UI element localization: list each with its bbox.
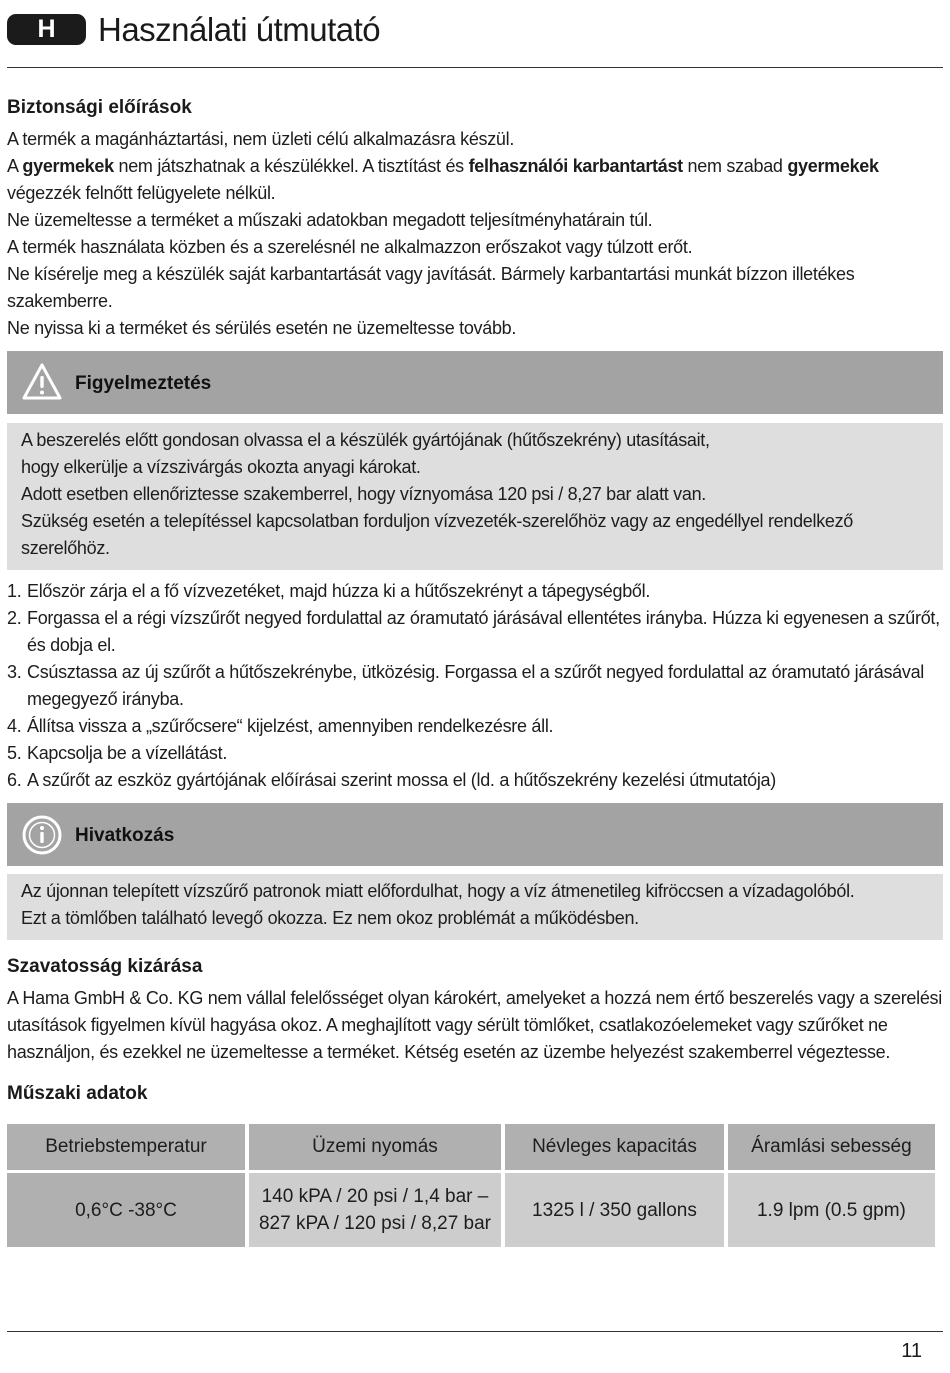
note-line-1: Az újonnan telepített vízszűrő patronok miatt előfordulhat, hogy a víz átmenetileg kifröccsen a vízadagolóból. [21,881,855,901]
step-number: 4. [7,716,22,736]
specs-table [3,1121,939,1250]
safety-line-4: A termék használata közben és a szerelésnél ne alkalmazzon erőszakot vagy túlzott erőt. [7,237,693,257]
page-number: 11 [901,1340,922,1362]
list-item [7,659,943,713]
value-rated-capacity: 1325 l / 350 gallons [505,1173,724,1247]
pressure-line-1: 140 kPA / 20 psi / 1,4 bar – [261,1186,489,1207]
value-operating-temperature: 0,6°C -38°C [7,1173,245,1247]
warning-label: Figyelmeztetés [75,373,212,394]
step-text: Forgassa el a régi vízszűrőt negyed fordulattal az óramutató járásával ellentétes irányba. Húzza ki egyenesen a szűrőt, és dobja el. [27,608,940,655]
list-item [7,767,943,794]
step-text: Állítsa vissza a „szűrőcsere“ kijelzést, amennyiben rendelkezésre áll. [27,716,554,736]
note-box-header [7,803,943,866]
warning-box-header [7,351,943,414]
warning-line-1: A beszerelés előtt gondosan olvassa el a készülék gyártójának (hűtőszekrény) utasításait, [21,430,710,450]
page-header [7,8,943,68]
text-span: végezzék felnőtt felügyelete nélkül. [7,183,276,203]
table-row [7,1173,935,1247]
safety-line-1: A termék a magánháztartási, nem üzleti célú alkalmazásra készül. [7,129,515,149]
page-title: Használati útmutató [98,11,381,48]
pressure-line-2: 827 kPA / 120 psi / 8,27 bar [258,1213,491,1234]
header-flow-rate: Áramlási sebesség [728,1124,935,1170]
step-number: 3. [7,662,22,682]
warning-line-4: Szükség esetén a telepítéssel kapcsolatban forduljon vízvezeték-szerelőhöz vagy az engedéllyel rendelkező szerelőhöz. [21,511,854,558]
warranty-paragraph: A Hama GmbH & Co. KG nem vállal felelősséget olyan károkért, amelyeket a hozzá nem értő beszerelés vagy a szerelési utasítások figyelmen kívül hagyása okoz. A meghajlított vagy sérült tömlőket, csatlakozóelemeket vagy szűrőket ne használjon, és ezekkel ne üzemeltesse a terméket. Kétség esetén az üzembe helyezést szakemberrel végeztesse. [7,988,942,1062]
list-item [7,578,943,605]
step-text: A szűrőt az eszköz gyártójának előírásai szerint mossa el (ld. a hűtőszekrény kezelési útmutatója) [27,770,776,790]
step-text: Kapcsolja be a vízellátást. [27,743,228,763]
step-number: 6. [7,770,22,790]
value-flow-rate: 1.9 lpm (0.5 gpm) [728,1173,935,1247]
table-header-row [7,1124,935,1170]
note-label: Hivatkozás [75,825,175,846]
list-item [7,713,943,740]
safety-line-2 [7,153,943,207]
header-operating-temperature: Betriebstemperatur [7,1124,245,1170]
warranty-section-title: Szavatosság kizárása [7,956,203,977]
warning-triangle-icon [21,362,63,407]
header-divider [7,67,943,68]
safety-text [7,126,943,342]
installation-steps [7,578,943,794]
safety-section-title: Biztonsági előírások [7,97,192,118]
list-item [7,605,943,659]
text-span: nem játszhatnak a készülékkel. A tisztítást és [113,156,469,176]
language-badge: H [7,14,86,45]
text-span: A [7,156,23,176]
note-line-2: Ezt a tömlőben található levegő okozza. Ez nem okoz problémát a működésben. [21,908,639,928]
step-text: Először zárja el a fő vízvezetéket, majd húzza ki a hűtőszekrényt a tápegységből. [27,581,651,601]
safety-line-5: Ne kísérelje meg a készülék saját karbantartását vagy javítását. Bármely karbantartási munkát bízzon illetékes szakemberre. [7,264,855,311]
warning-box-body [7,423,943,570]
specs-section-title: Műszaki adatok [7,1083,148,1104]
text-span: nem szabad [682,156,788,176]
header-rated-capacity: Névleges kapacitás [505,1124,724,1170]
warranty-text [7,985,943,1066]
bold-span: gyermekek [787,156,879,176]
warning-line-3: Adott esetben ellenőriztesse szakemberrel, hogy víznyomása 120 psi / 8,27 bar alatt van. [21,484,706,504]
list-item [7,740,943,767]
safety-line-6: Ne nyissa ki a terméket és sérülés esetén ne üzemeltesse tovább. [7,318,517,338]
header-operating-pressure: Üzemi nyomás [249,1124,501,1170]
step-text: Csúsztassa az új szűrőt a hűtőszekrénybe, ütközésig. Forgassa el a szűrőt negyed fordulattal az óramutató járásával megegyező irányba. [27,662,924,709]
step-number: 1. [7,581,22,601]
bold-span: felhasználói karbantartást [468,156,683,176]
note-box-body [7,874,943,940]
bold-span: gyermekek [22,156,114,176]
step-number: 2. [7,608,22,628]
value-operating-pressure [249,1173,501,1247]
info-circle-icon [21,814,63,861]
footer-divider [7,1331,943,1332]
safety-line-3: Ne üzemeltesse a terméket a műszaki adatokban megadott teljesítményhatárain túl. [7,210,653,230]
step-number: 5. [7,743,22,763]
warning-line-2: hogy elkerülje a vízszivárgás okozta anyagi károkat. [21,457,421,477]
